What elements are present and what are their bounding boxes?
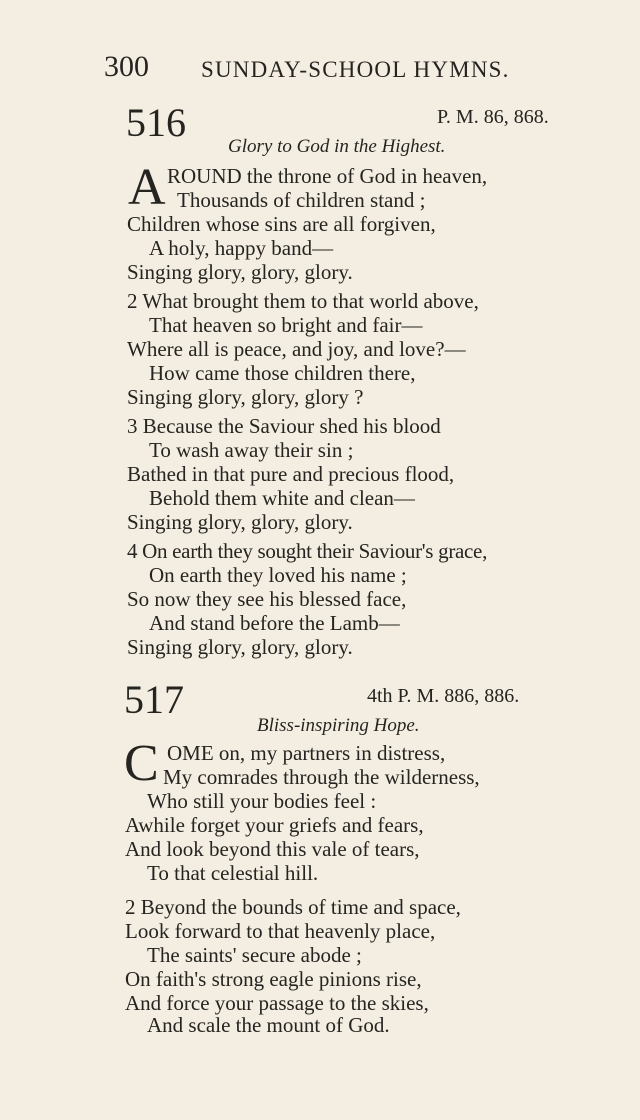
verse-line: A holy, happy band—: [149, 236, 334, 260]
verse-line: 3 Because the Saviour shed his blood: [127, 414, 441, 438]
verse-line: To wash away their sin ;: [149, 438, 354, 462]
verse-line: Singing glory, glory, glory.: [127, 510, 353, 534]
hymn-meter: P. M. 86, 868.: [437, 106, 549, 128]
verse-line: My comrades through the wilderness,: [163, 765, 480, 789]
verse-line: And scale the mount of God.: [147, 1013, 390, 1037]
verse-line: So now they see his blessed face,: [127, 587, 407, 611]
running-title: SUNDAY-SCHOOL HYMNS.: [201, 57, 510, 82]
verse-line: That heaven so bright and fair—: [149, 313, 423, 337]
hymn-title: Glory to God in the Highest.: [228, 136, 446, 157]
verse-line: Where all is peace, and joy, and love?—: [127, 337, 466, 361]
drop-cap: A: [128, 159, 166, 216]
verse-line: Bathed in that pure and precious flood,: [127, 462, 455, 486]
verse-line: OME on, my partners in distress,: [167, 741, 446, 765]
verse-line: 2 Beyond the bounds of time and space,: [125, 895, 461, 919]
verse-line: Look forward to that heavenly place,: [125, 919, 436, 943]
verse-line: On faith's strong eagle pinions rise,: [125, 967, 422, 991]
verse-line: Singing glory, glory, glory.: [127, 635, 353, 659]
hymn-title: Bliss-inspiring Hope.: [257, 715, 420, 736]
verse-line: Singing glory, glory, glory.: [127, 260, 353, 284]
verse-line: And stand before the Lamb—: [149, 611, 400, 635]
verse-line: Thousands of children stand ;: [177, 188, 426, 212]
verse-line: Behold them white and clean—: [149, 486, 415, 510]
verse-line: Awhile forget your griefs and fears,: [125, 813, 424, 837]
verse-line: Who still your bodies feel :: [147, 789, 377, 813]
hymn-meter: 4th P. M. 886, 886.: [367, 685, 520, 707]
hymn-number: 517: [124, 677, 184, 722]
verse-line: 4 On earth they sought their Saviour's grace,: [127, 539, 488, 563]
drop-cap: C: [124, 735, 159, 792]
verse-line: ROUND the throne of God in heaven,: [167, 164, 488, 188]
verse-line: To that celestial hill.: [147, 861, 319, 885]
verse-line: And look beyond this vale of tears,: [125, 837, 420, 861]
verse-line: 2 What brought them to that world above,: [127, 289, 479, 313]
verse-line: The saints' secure abode ;: [147, 943, 362, 967]
verse-line: And force your passage to the skies,: [125, 991, 429, 1015]
verse-line: Singing glory, glory, glory ?: [127, 385, 364, 409]
verse-line: Children whose sins are all forgiven,: [127, 212, 436, 236]
verse-line: On earth they loved his name ;: [149, 563, 407, 587]
hymn-number: 516: [126, 100, 186, 145]
verse-line: How came those children there,: [149, 361, 416, 385]
page-number: 300: [104, 50, 149, 83]
